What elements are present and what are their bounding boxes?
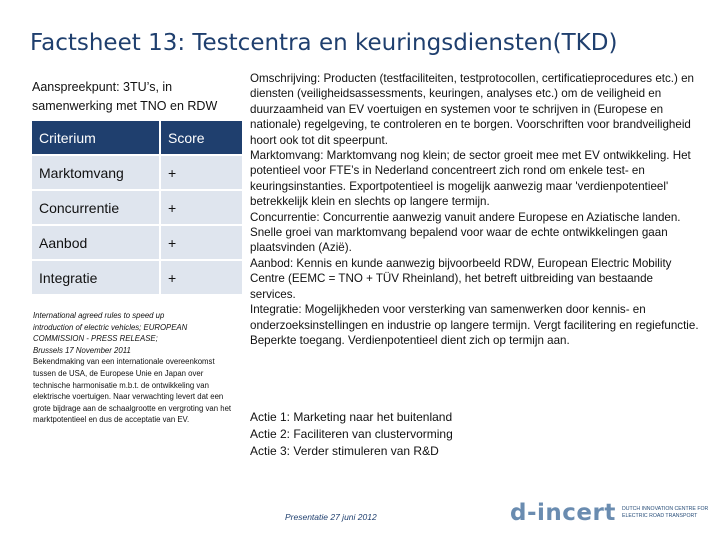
table-row [32,260,242,295]
description-concurrentie: Concurrentie: Concurrentie aanwezig vanuit andere Europese en Aziatische landen. Snelle groei van marktomvang bepalend voor waar de echte ontwikkelingen gaan plaatsvinden (Azië). [250,210,681,255]
score-cell: + [160,190,242,225]
criterium-cell: Integratie [32,260,160,295]
footnote-source-line: International agreed rules to speed up [33,311,165,320]
action-item: Actie 1: Marketing naar het buitenland [250,410,453,424]
criterium-cell: Concurrentie [32,190,160,225]
action-item: Actie 3: Verder stimuleren van R&D [250,444,439,458]
action-item: Actie 2: Faciliteren van clustervorming [250,427,453,441]
d-incert-logo [510,500,710,532]
footnote-source-line: introduction of electric vehicles; EUROPEAN [33,322,188,332]
actions-list [250,409,700,460]
description-marktomvang: Marktomvang: Marktomvang nog klein; de sector groeit mee met EV ontwikkeling. Het potentieel voor FTE’s in Nederland concentreert zich rond om enkele test- en keuringsinstanties. Exportpotentieel is mogelijk aanwezig maar 'verdienpotentieel' betrekkelijk klein en slechts op langere termijn. [250,149,691,209]
contact-info: Aanspreekpunt: 3TU’s, in samenwerking met TNO en RDW [32,80,218,113]
logo-wordmark: d-incert [510,500,616,526]
footer-text: Presentatie 27 juni 2012 [285,512,377,522]
footnote-source-line: Brussels 17 November 2011 [33,345,131,355]
table-row [32,225,242,260]
footnote [33,310,233,426]
description-integratie: Integratie: Mogelijkheden voor versterking van samenwerken door kennis- en onderzoeksinstellingen en industrie op langere termijn. Vergt facilitering en regiefunctie. Beperkte toegang. Verdienpotentieel dient zich op termijn aan. [250,303,699,347]
header-score: Score [160,121,242,155]
description-aanbod: Aanbod: Kennis en kunde aanwezig bijvoorbeeld RDW, European Electric Mobility Centre (EEMC = TNO + TÜV Rheinland), het betreft uitbreiding van bestaande services. [250,256,672,301]
description-omschrijving: Omschrijving: Producten (testfaciliteiten, testprotocollen, certificatieprocedures etc.) en diensten (veiligheidsassessments, keuringen, analyses etc.) om de veiligheid en duurzaamheid van EV voertuigen en systemen voor te schrijven in (Europese en nationale) regelgeving, te controleren en te borgen. Voorschriften voor brandveiligheid hoort ook tot dit speerpunt. [250,72,694,147]
table-row [32,190,242,225]
score-cell: + [160,260,242,295]
score-cell: + [160,155,242,190]
header-criterium: Criterium [32,121,160,155]
footnote-source-line: COMMISSION - PRESS RELEASE; [33,334,158,344]
footnote-body: Bekendmaking van een internationale overeenkomst tussen de USA, de Europese Unie en Japan over technische harmonisatie m.b.t. de ontwikkeling van elektrische voertuigen. Naar verwachting levert dat een grote bijdrage aan de schaalgrootte en vergroting van het marktpotentieel en dus de acceptatie van EV. [33,357,232,425]
criterium-cell: Aanbod [32,225,160,260]
logo-tagline: DUTCH INNOVATION CENTRE FOR ELECTRIC ROAD TRANSPORT [622,506,709,519]
page-title: Factsheet 13: Testcentra en keuringsdiensten(TKD) [30,30,618,56]
table-row [32,155,242,190]
criterium-cell: Marktomvang [32,155,160,190]
table-header-row [32,121,242,155]
description-block [250,71,700,348]
score-table [32,121,242,296]
score-cell: + [160,225,242,260]
